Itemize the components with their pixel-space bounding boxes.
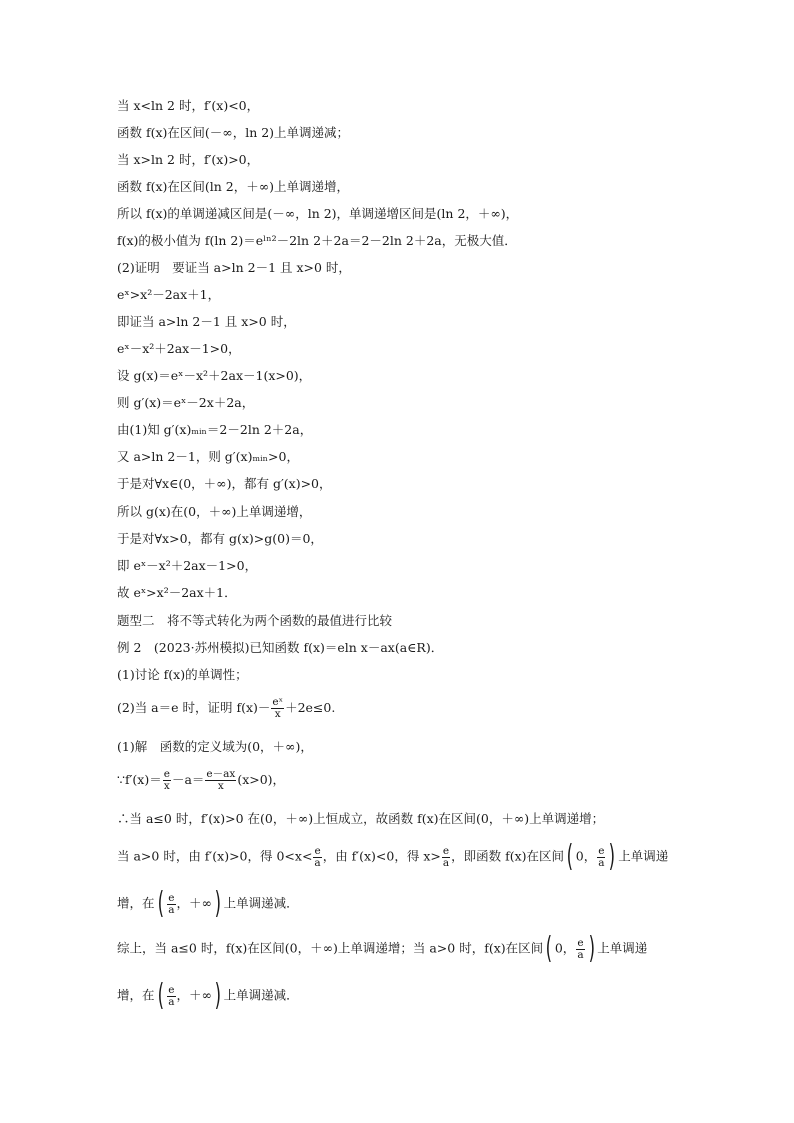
fraction-numerator: e xyxy=(442,844,450,857)
case-text: 上单调递 xyxy=(618,848,669,864)
fraction-denominator: x xyxy=(205,780,236,792)
interval-text: 0， xyxy=(554,940,576,956)
fraction-denominator: a xyxy=(168,903,175,916)
case-a-gt-0-continued xyxy=(117,886,697,921)
text-line: 当 x<ln 2 时，f′(x)<0， xyxy=(117,98,260,113)
part2-text: (2)当 a＝e 时，证明 f(x)－ xyxy=(117,700,271,715)
derivative-text: ∵f′(x)＝ xyxy=(117,772,162,787)
part2-text: ＋2e≤0. xyxy=(285,700,336,715)
fraction xyxy=(576,938,584,961)
summary-text: 上单调递 xyxy=(597,940,648,956)
fraction xyxy=(597,846,605,869)
left-paren: ( xyxy=(157,978,164,1013)
text-line: f(x)的极小值为 f(ln 2)＝eˡⁿ²－2ln 2＋2a＝2－2ln 2＋2a，无极大值． xyxy=(117,233,517,248)
text-line: 所以 f(x)的单调递减区间是(－∞，ln 2)，单调递增区间是(ln 2，＋∞)， xyxy=(117,206,519,221)
fraction xyxy=(205,769,236,792)
text-line: (2)证明 要证当 a>ln 2－1 且 x>0 时， xyxy=(117,260,351,275)
fraction-numerator: e xyxy=(163,768,170,780)
fraction-numerator: e xyxy=(168,983,175,996)
summary-text: 综上，当 a≤0 时，f(x)在区间(0，＋∞)上单调递增；当 a>0 时，f(x)在区间 xyxy=(117,940,544,956)
case-text: 当 a>0 时，由 f′(x)>0，得 0<x< xyxy=(117,848,313,864)
left-paren: ( xyxy=(157,886,164,921)
summary-line-continued xyxy=(117,978,697,1013)
summary-text: 上单调递减． xyxy=(223,987,299,1003)
right-paren: ) xyxy=(609,839,616,874)
text-line: 设 g(x)＝eˣ－x²＋2ax－1(x>0)， xyxy=(117,368,312,383)
interval-text: ，＋∞ xyxy=(176,987,212,1003)
fraction-denominator: a xyxy=(314,856,321,869)
case-text: ，由 f′(x)<0，得 x> xyxy=(322,848,441,864)
fraction-denominator: x xyxy=(271,708,284,720)
part1-question: (1)讨论 f(x)的单调性； xyxy=(117,667,248,682)
left-paren: ( xyxy=(545,931,553,966)
text-line: 函数 f(x)在区间(－∞，ln 2)上单调递减； xyxy=(117,125,350,140)
fraction xyxy=(313,846,321,869)
example-title: 例 2 (2023·苏州模拟)已知函数 f(x)＝eln x－ax(a∈R)． xyxy=(117,640,444,655)
text-line: 当 x>ln 2 时，f′(x)>0， xyxy=(117,152,260,167)
fraction xyxy=(167,893,175,916)
right-paren: ) xyxy=(214,886,222,921)
case-text: ，即函数 f(x)在区间 xyxy=(451,848,565,864)
fraction-denominator: a xyxy=(598,856,605,869)
right-paren: ) xyxy=(588,931,595,966)
case-text: 增，在 xyxy=(117,895,155,911)
text-line: 则 g′(x)＝eˣ－2x＋2a， xyxy=(117,395,255,410)
summary-line xyxy=(117,931,697,966)
fraction-denominator: x xyxy=(163,780,170,792)
section-heading: 题型二 将不等式转化为两个函数的最值进行比较 xyxy=(117,613,393,628)
fraction-numerator: e xyxy=(168,891,175,904)
text-line: 即证当 a>ln 2－1 且 x>0 时， xyxy=(117,314,296,329)
fraction-numerator: e xyxy=(314,844,321,857)
text-line: 函数 f(x)在区间(ln 2，＋∞)上单调递增， xyxy=(117,179,350,194)
text-line: 于是对∀x>0，都有 g(x)>g(0)＝0， xyxy=(117,531,323,546)
summary-text: 增，在 xyxy=(117,987,155,1003)
case-text: 上单调递减． xyxy=(223,895,299,911)
derivative-text: －a＝ xyxy=(171,772,205,787)
text-line: 又 a>ln 2－1，则 g′(x)ₘᵢₙ>0， xyxy=(117,449,299,464)
part2-question xyxy=(117,696,697,720)
fraction-numerator: e xyxy=(577,936,584,949)
fraction-denominator: a xyxy=(442,856,450,869)
case-a-le-0: ∴当 a≤0 时，f′(x)>0 在(0，＋∞)上恒成立，故函数 f(x)在区间(0，＋∞)上单调递增； xyxy=(117,811,605,826)
fraction-numerator: eˣ xyxy=(272,696,284,708)
fraction-denominator: a xyxy=(168,995,175,1008)
text-line: 故 eˣ>x²－2ax＋1． xyxy=(117,585,237,600)
interval-text: ，＋∞ xyxy=(176,895,212,911)
solution-start: (1)解 函数的定义域为(0，＋∞)， xyxy=(117,739,313,754)
fraction xyxy=(271,697,284,720)
fraction xyxy=(163,769,171,792)
text-line: 于是对∀x∈(0，＋∞)，都有 g′(x)>0， xyxy=(117,476,332,491)
text-line: 所以 g(x)在(0，＋∞)上单调递增， xyxy=(117,504,312,519)
text-line: 即 eˣ－x²＋2ax－1>0， xyxy=(117,558,258,573)
fraction-numerator: e－ax xyxy=(206,768,236,780)
right-paren: ) xyxy=(214,978,222,1013)
fraction-denominator: a xyxy=(577,948,584,961)
fraction xyxy=(167,985,175,1008)
derivative-text: (x>0)， xyxy=(237,772,286,787)
fraction xyxy=(442,846,450,869)
text-line: 由(1)知 g′(x)ₘᵢₙ＝2－2ln 2＋2a， xyxy=(117,422,313,437)
derivative-line xyxy=(117,768,697,792)
fraction-numerator: e xyxy=(598,844,605,857)
interval-text: 0， xyxy=(575,848,597,864)
left-paren: ( xyxy=(566,839,574,874)
text-line: eˣ－x²＋2ax－1>0， xyxy=(117,341,241,356)
case-a-gt-0 xyxy=(117,839,697,874)
text-line: eˣ>x²－2ax＋1， xyxy=(117,287,221,302)
